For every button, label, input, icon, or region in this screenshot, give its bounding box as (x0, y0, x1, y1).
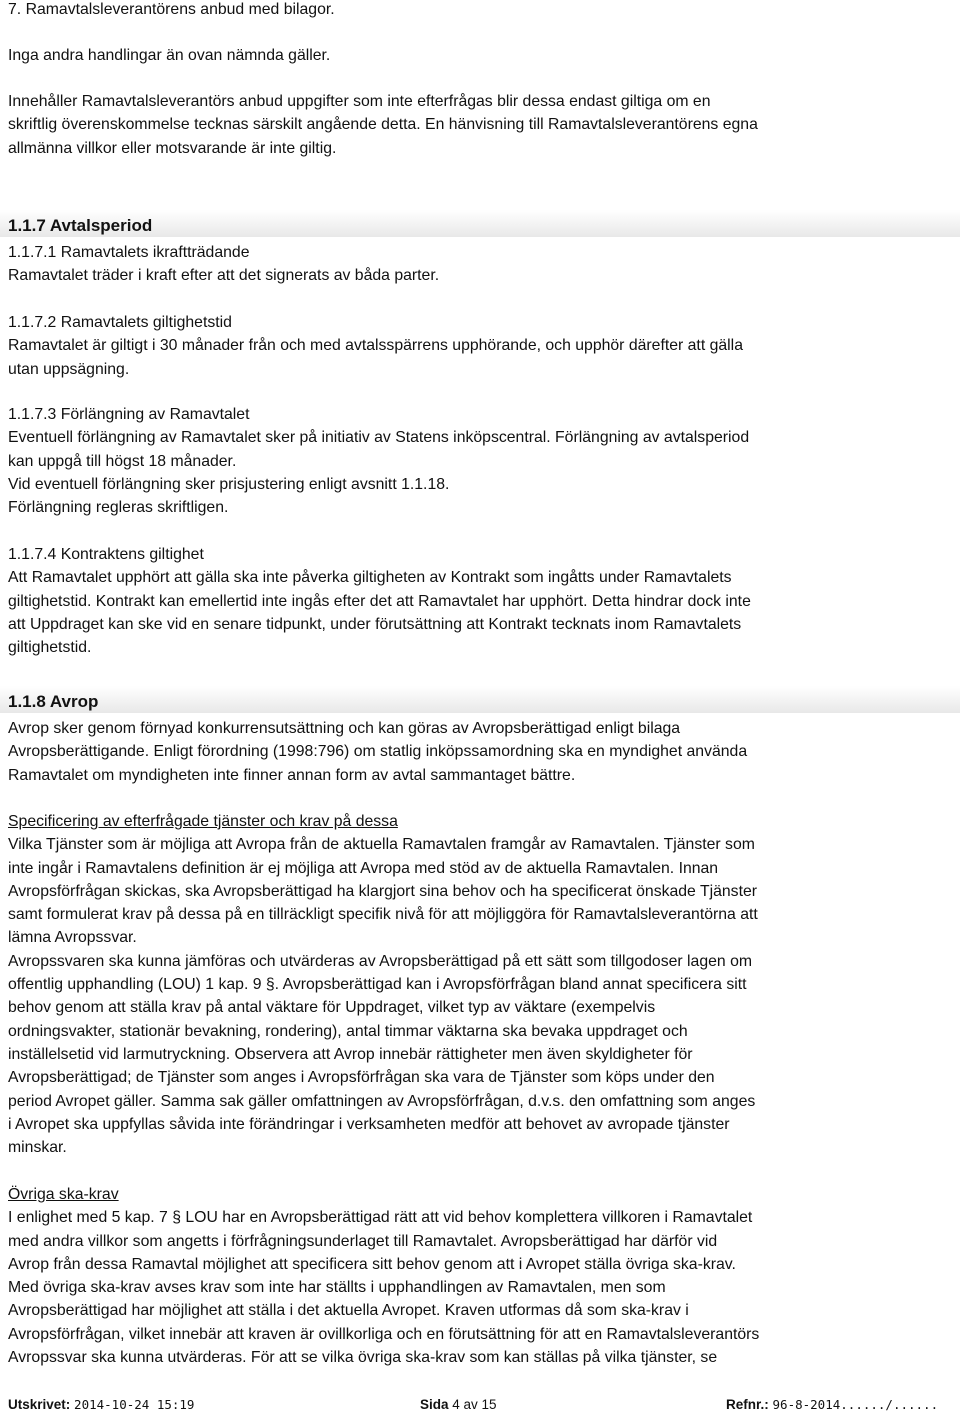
paragraph-line: period Avropet gäller. Samma sak gäller omfattningen av Avropsförfrågan, d.v.s. den omfattning som anges (8, 1092, 756, 1110)
paragraph-line: Avropssvar ska kunna utvärderas. För att se vilka övriga ska-krav som kan ställas på vilka tjänster, se (8, 1349, 718, 1367)
avrop-paragraph (8, 717, 952, 787)
other-documents-note: Inga andra handlingar än ovan nämnda gäller. (8, 47, 331, 64)
paragraph-line: Avropsberättigad; de Tjänster som anges i Avropsförfrågan ska vara de Tjänster som köps under den (8, 1069, 715, 1087)
paragraph-line: offentlig upphandling (LOU) 1 kap. 9 §. Avropsberättigad kan i Avropsförfrågan bland annat specificera sitt (8, 976, 747, 994)
printed-label: Utskrivet: (8, 1397, 71, 1412)
paragraph-line: inställelsetid vid larmutryckning. Observera att Avrop innebär rättigheter men även skyldigheter för (8, 1045, 693, 1063)
paragraph-line: skriftlig överenskommelse tecknas särskilt angående detta. En hänvisning till Ramavtalsleverantörens egna (8, 116, 758, 134)
paragraph-line: med andra villkor som angetts i förfrågningsunderlaget till Ramavtalet. Avropsberättigad har därför vid (8, 1232, 718, 1250)
subsection-title: 1.1.7.2 Ramavtalets giltighetstid (8, 314, 232, 331)
paragraph-line: Förlängning regleras skriftligen. (8, 499, 229, 517)
paragraph-line: Avropssvaren ska kunna jämföras och utvärderas av Avropsberättigad på ett sätt som tillgodoser lagen om (8, 952, 753, 970)
paragraph-line: utan uppsägning. (8, 360, 130, 378)
ovriga-ska-krav-heading: Övriga ska-krav (8, 1186, 119, 1203)
anbud-paragraph (8, 90, 952, 160)
subsection-title: 1.1.7.4 Kontraktens giltighet (8, 546, 204, 563)
paragraph-line: Avrop från dessa Ramavtal möjlighet att specificera sitt behov genom att i Avropet ställa övriga ska-krav. (8, 1255, 736, 1273)
paragraph-line: Avrop sker genom förnyad konkurrensutsättning och kan göras av Avropsberättigad enligt bilaga (8, 720, 681, 737)
paragraph-line: Avropsberättigande. Enligt förordning (1998:796) om statlig inköpssamordning ska en myndighet använda (8, 743, 748, 761)
paragraph-line: Att Ramavtalet upphört att gälla ska inte påverka giltigheten av Kontrakt som ingåtts under Ramavtalets (8, 569, 732, 587)
paragraph-line: giltighetstid. (8, 639, 92, 657)
paragraph-line: I enlighet med 5 kap. 7 § LOU har en Avropsberättigad rätt att vid behov komplettera villkoren i Ramavtalet (8, 1209, 753, 1227)
section-heading-1-1-7: 1.1.7 Avtalsperiod (8, 216, 153, 235)
list-item-7: 7. Ramavtalsleverantörens anbud med bilagor. (8, 1, 335, 18)
paragraph-line: ordningsvakter, stationär bevakning, rondering), antal timmar väktarna ska bevaka uppdraget och (8, 1022, 688, 1040)
paragraph-line: Vilka Tjänster som är möjliga att Avropa från de aktuella Ramavtalen framgår av Ramavtalen. Tjänster som (8, 836, 755, 854)
paragraph-line: Avropsförfrågan, vilket innebär att kraven är ovillkorliga och en förutsättning för att en Ramavtalsleverantörs (8, 1325, 760, 1343)
paragraph-line: att Uppdraget kan ske vid en senare tidpunkt, under förutsättning att Kontrakt tecknats inom Ramavtalets (8, 615, 742, 633)
paragraph-line: inte ingår i Ramavtalens definition är ej möjliga att Avropa med stöd av de aktuella Ramavtalen. Innan (8, 859, 719, 877)
page-number (420, 1397, 497, 1412)
specification-heading: Specificering av efterfrågade tjänster och krav på dessa (8, 813, 398, 830)
subsection-1-1-7-2 (8, 311, 952, 381)
ovriga-ska-krav-section (8, 1183, 952, 1369)
subsection-1-1-7-1 (8, 241, 952, 288)
paragraph-line: Ramavtalet träder i kraft efter att det signerats av båda parter. (8, 267, 440, 285)
paragraph-line: Innehåller Ramavtalsleverantörs anbud uppgifter som inte efterfrågas blir dessa endast giltiga om en (8, 93, 711, 110)
paragraph-line: Eventuell förlängning av Ramavtalet sker på initiativ av Statens inköpscentral. Förlängning av avtalsperiod (8, 429, 750, 447)
paragraph-line: Avropsförfrågan skickas, ska Avropsberättigad ha klargjort sina behov och ha specificerat önskade Tjänster (8, 882, 758, 900)
reference-number (726, 1397, 938, 1412)
paragraph-line: giltighetstid. Kontrakt kan emellertid inte ingås efter det att Ramavtalet har upphört. Detta hindrar dock inte (8, 592, 751, 610)
page-label: Sida (420, 1397, 449, 1412)
paragraph-line: behov genom att ställa krav på antal väktare för Uppdraget, vilket typ av väktare (exempelvis (8, 999, 656, 1017)
ref-label: Refnr.: (726, 1397, 769, 1412)
paragraph-line: Avropsberättigad har möjlighet att ställa i det aktuella Avropet. Kraven utformas då som ska-krav i (8, 1302, 689, 1320)
subsection-1-1-7-3 (8, 403, 952, 519)
paragraph-line: i Avropet ska uppfyllas såvida inte förändringar i verksamheten medför att behovet av avropade tjänster (8, 1115, 730, 1133)
paragraph-line: samt formulerat krav på dessa på en tillräckligt specifik nivå för att möjliggöra för Ramavtalsleverantörna att (8, 906, 758, 924)
paragraph-line: Vid eventuell förlängning sker prisjustering enligt avsnitt 1.1.18. (8, 475, 450, 493)
subsection-title: 1.1.7.3 Förlängning av Ramavtalet (8, 406, 250, 423)
paragraph-line: lämna Avropssvar. (8, 929, 137, 947)
paragraph-line: minskar. (8, 1139, 67, 1157)
printed-value: 2014-10-24 15:19 (74, 1397, 195, 1412)
paragraph-line: allmänna villkor eller motsvarande är inte giltig. (8, 139, 337, 157)
subsection-1-1-7-4 (8, 543, 952, 659)
subsection-title: 1.1.7.1 Ramavtalets ikraftträdande (8, 244, 250, 261)
paragraph-line: Med övriga ska-krav avses krav som inte har ställts i upphandlingen av Ramavtalen, men som (8, 1279, 666, 1297)
page-value: 4 av 15 (452, 1397, 497, 1412)
ref-value: 96-8-2014....../...... (772, 1397, 939, 1412)
paragraph-line: kan uppgå till högst 18 månader. (8, 452, 237, 470)
paragraph-line: Ramavtalet är giltigt i 30 månader från och med avtalsspärrens upphörande, och upphör därefter att gälla (8, 337, 743, 355)
paragraph-line: Ramavtalet om myndigheten inte finner annan form av avtal sammantaget bättre. (8, 766, 576, 784)
section-heading-1-1-8: 1.1.8 Avrop (8, 692, 99, 711)
printed-date (8, 1397, 194, 1412)
specification-section (8, 810, 952, 1159)
